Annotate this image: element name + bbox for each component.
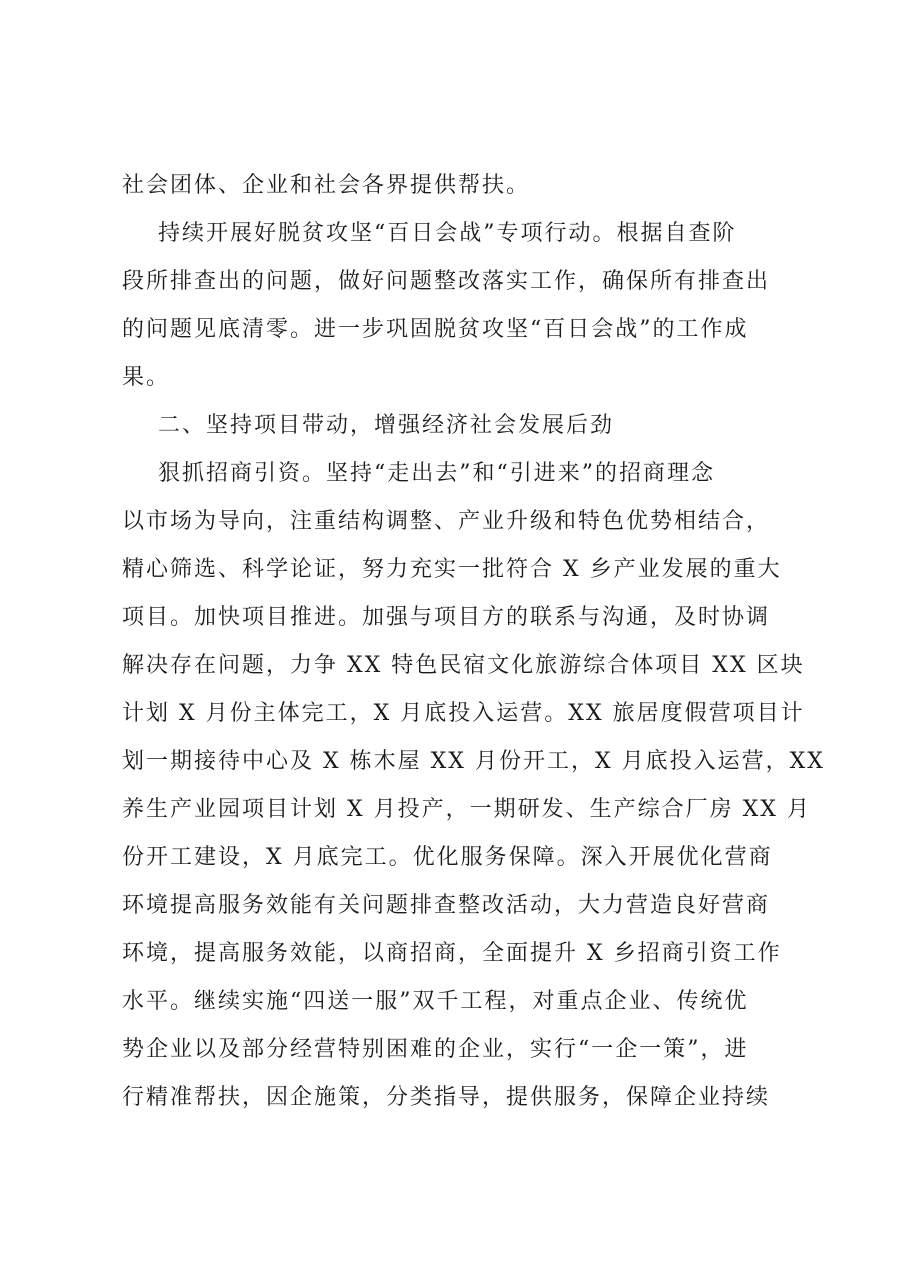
text-line: 以市场为导向，注重结构调整、产业升级和特色优势相结合， [122, 509, 771, 534]
section-heading: 二、坚持项目带动，增强经济社会发展后劲 [122, 413, 614, 438]
text-line: 果。 [122, 365, 171, 390]
text-line: 环境，提高服务效能，以商招商，全面提升 X 乡招商引资工作 [122, 941, 782, 966]
text-line: 社会团体、企业和社会各界提供帮扶。 [122, 173, 531, 198]
text-line: 持续开展好脱贫攻坚“百日会战”专项行动。根据自查阶 [122, 221, 737, 246]
text-line: 的问题见底清零。进一步巩固脱贫攻坚“百日会战”的工作成 [122, 317, 749, 342]
text-line: 项目。加快项目推进。加强与项目方的联系与沟通，及时协调 [122, 605, 771, 630]
text-line: 养生产业园项目计划 X 月投产，一期研发、生产综合厂房 XX 月 [122, 797, 811, 822]
text-line: 计划 X 月份主体完工，X 月底投入运营。XX 旅居度假营项目计 [122, 701, 805, 726]
text-line: 段所排查出的问题，做好问题整改落实工作，确保所有排查出 [122, 269, 771, 294]
document-body [122, 162, 825, 1122]
text-line: 狠抓招商引资。坚持“走出去”和“引进来”的招商理念 [122, 461, 715, 486]
text-line: 解决存在问题，力争 XX 特色民宿文化旅游综合体项目 XX 区块 [122, 653, 805, 678]
text-line: 划一期接待中心及 X 栋木屋 XX 月份开工，X 月底投入运营，XX [122, 749, 825, 774]
text-line: 行精准帮扶，因企施策，分类指导，提供服务，保障企业持续 [122, 1085, 771, 1110]
text-line: 精心筛选、科学论证，努力充实一批符合 X 乡产业发展的重大 [122, 557, 782, 582]
text-line: 势企业以及部分经营特别困难的企业，实行“一企一策”，进 [122, 1037, 749, 1062]
text-line: 份开工建设，X 月底完工。优化服务保障。深入开展优化营商 [122, 845, 773, 870]
text-line: 水平。继续实施“四送一服”双千工程，对重点企业、传统优 [122, 989, 749, 1014]
text-line: 环境提高服务效能有关问题排查整改活动，大力营造良好营商 [122, 893, 771, 918]
